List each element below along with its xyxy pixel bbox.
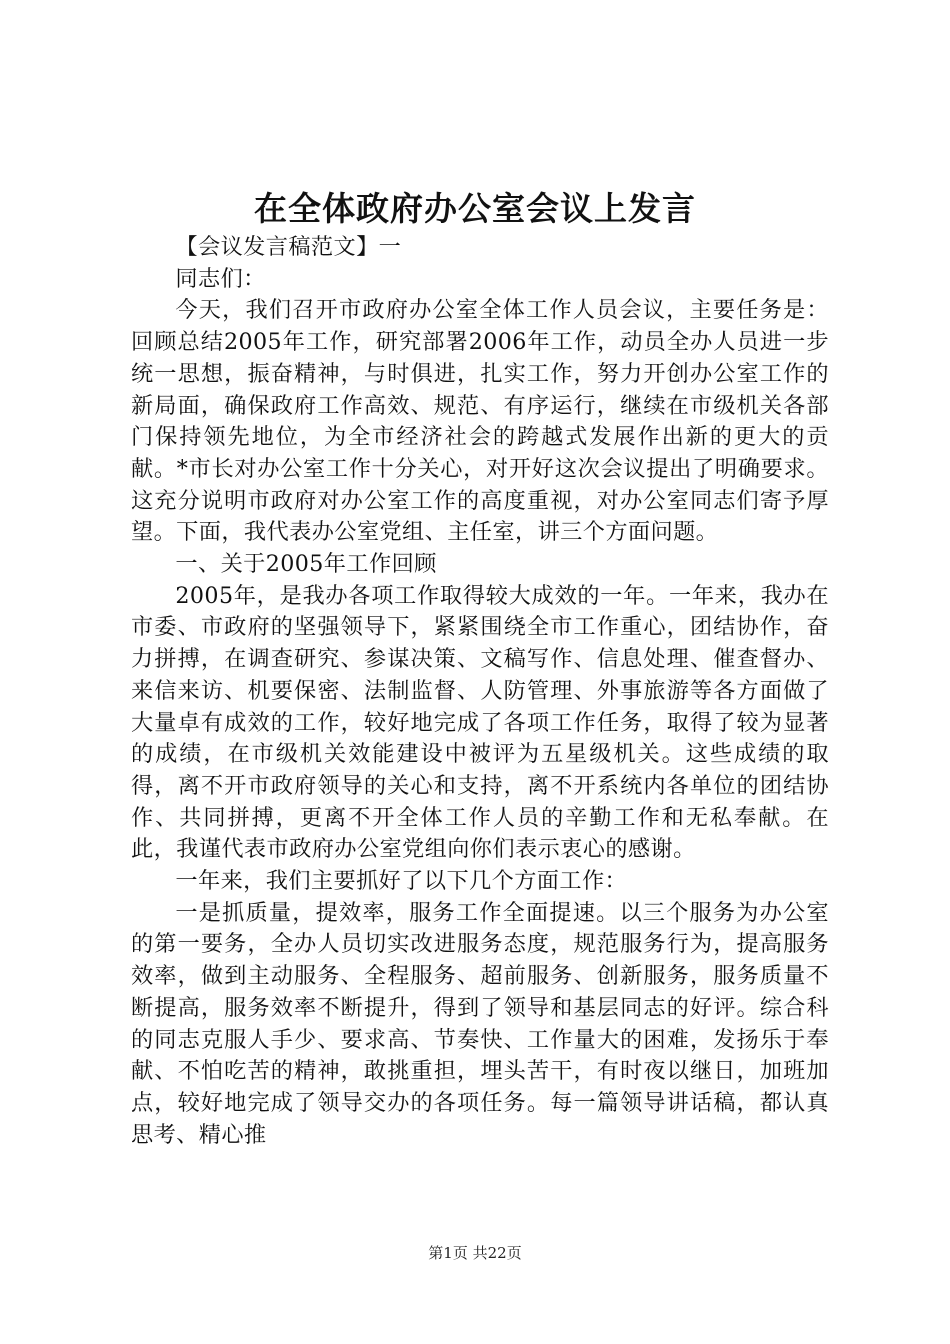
paragraph-review: 2005年，是我办各项工作取得较大成效的一年。一年来，我办在市委、市政府的坚强领导下，紧紧围绕全市工作重心，团结协作，奋力拼搏，在调查研究、参谋决策、文稿写作、信息处理、催查督办、来信来访、机要保密、法制监督、人防管理、外事旅游等各方面做了大量卓有成效的工作，较好地完成了各项工作任务，取得了较为显著的成绩，在市级机关效能建设中被评为五星级机关。这些成绩的取得，离不开市政府领导的关心和支持，离不开系统内各单位的团结协作、共同拼搏，更离不开全体工作人员的辛勤工作和无私奉献。在此，我谨代表市政府办公室党组向你们表示衷心的感谢。 [131, 582, 829, 863]
paragraph-work-intro: 一年来，我们主要抓好了以下几个方面工作： [175, 868, 628, 895]
paragraph-work-1: 一是抓质量，提效率，服务工作全面提速。以三个服务为办公室的第一要务，全办人员切实改进服务态度，规范服务行为，提高服务效率，做到主动服务、全程服务、超前服务、创新服务，服务质量不断提高，服务效率不断提升，得到了领导和基层同志的好评。综合科的同志克服人手少、要求高、节奏快、工作量大的困难，发扬乐于奉献、不怕吃苦的精神，敢挑重担，埋头苦干，有时夜以继日，加班加点，较好地完成了领导交办的各项任务。每一篇领导讲话稿，都认真思考、精心推 [131, 899, 829, 1148]
paragraph-heading-note: 【会议发言稿范文】一 [175, 234, 402, 260]
paragraph-intro: 今天，我们召开市政府办公室全体工作人员会议，主要任务是：回顾总结2005年工作，研究部署2006年工作，动员全办人员进一步统一思想，振奋精神，与时俱进，扎实工作，努力开创办公室工作的新局面，确保政府工作高效、规范、有序运行，继续在市级机关各部门保持领先地位，为全市经济社会的跨越式发展作出新的更大的贡献。*市长对办公室工作十分关心，对开好这次会议提出了明确要求。这充分说明市政府对办公室工作的高度重视，对办公室同志们寄予厚望。下面，我代表办公室党组、主任室，讲三个方面问题。 [131, 297, 829, 546]
page-footer: 第1页 共22页 [428, 1244, 522, 1262]
document-body [131, 232, 829, 1151]
paragraph-salutation: 同志们： [175, 265, 266, 292]
section-heading-1: 一、关于2005年工作回顾 [175, 551, 437, 578]
document-title: 在全体政府办公室会议上发言 [254, 189, 696, 228]
